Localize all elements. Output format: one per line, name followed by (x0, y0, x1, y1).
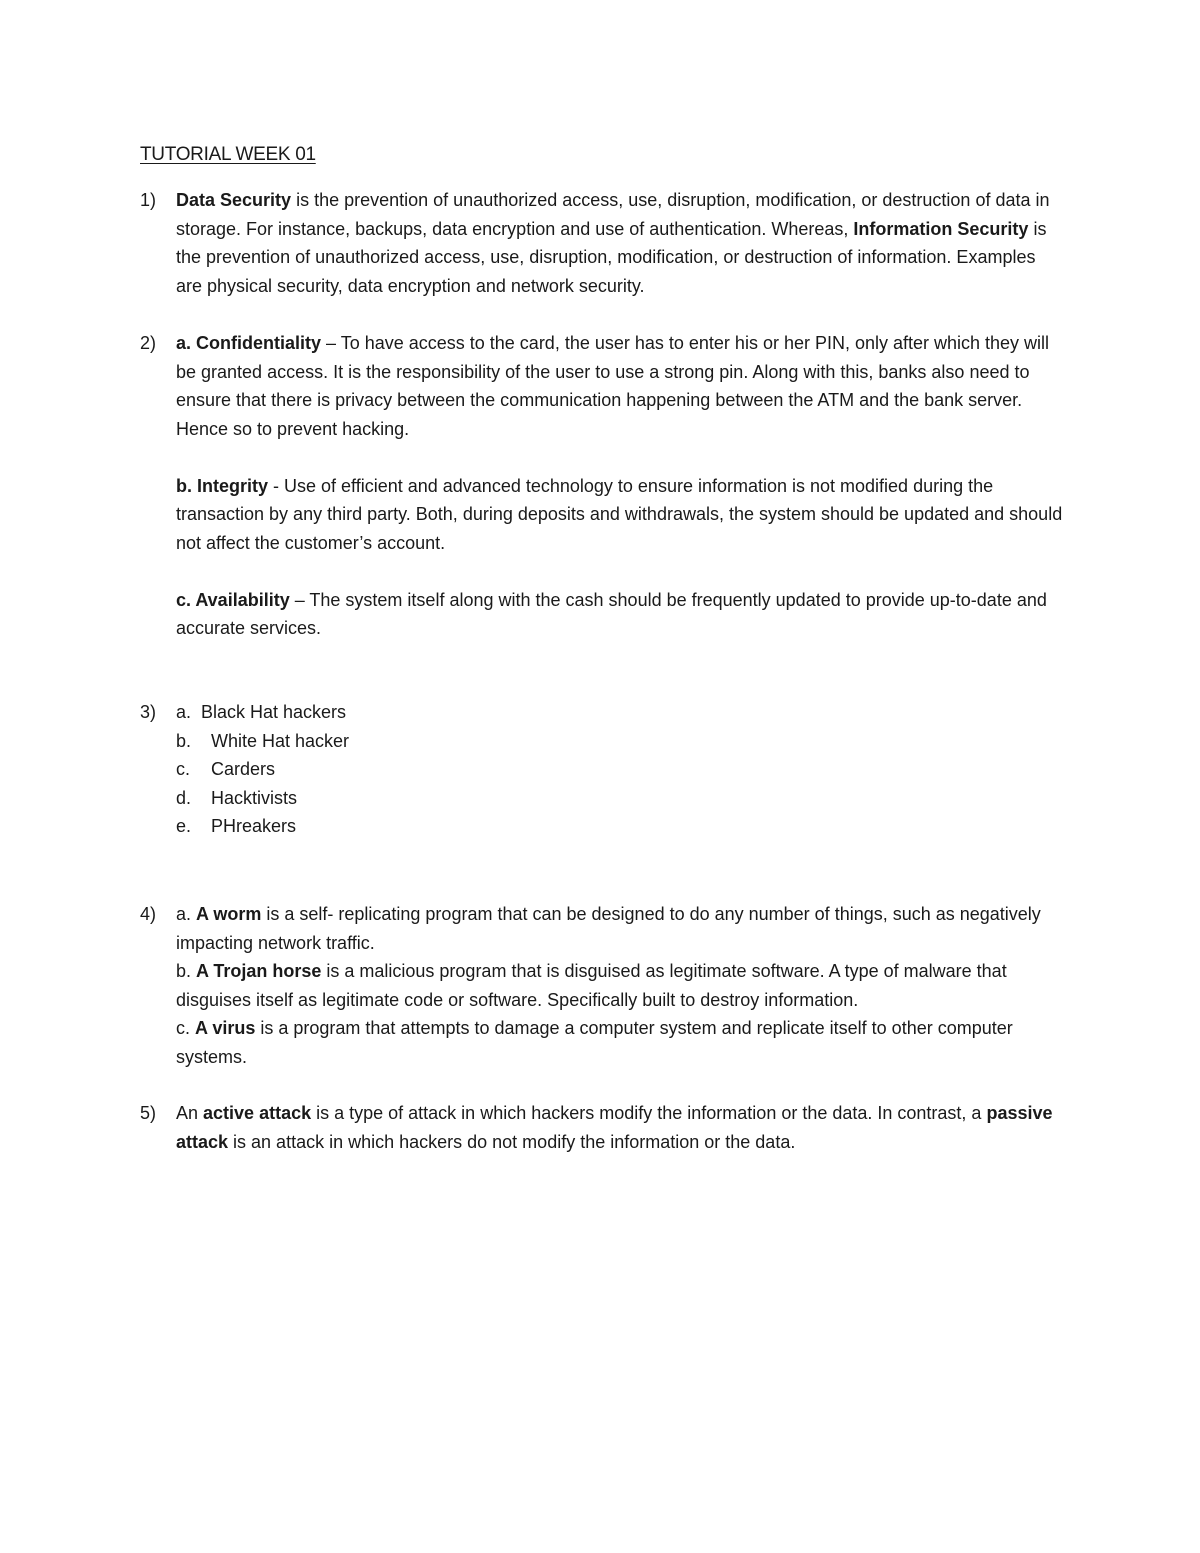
term-worm: A worm (196, 904, 262, 924)
term-passive-attack: passive attack (176, 1103, 1053, 1152)
answer-text (176, 186, 1066, 300)
term-virus: A virus (195, 1018, 256, 1038)
term-active-attack: active attack (203, 1103, 312, 1123)
list-item: d. Hacktivists (176, 787, 298, 808)
answer-text (176, 900, 1066, 1071)
question-number: 5) (140, 1103, 157, 1123)
term-data-security: Data Security (176, 190, 292, 210)
term-confidentiality: a. Confidentiality (176, 333, 322, 353)
answer-part-c: c. Availability – The system itself along with the cash should be frequently updated to provide up-to-date and accurate services. (176, 589, 1047, 638)
question-number: 3) (140, 702, 157, 722)
answer-text: An active attack is a type of attack in which hackers modify the information or the data. In contrast, a passive attack is an attack in which hackers do not modify the information or the data. (176, 1103, 1053, 1152)
list-item: b. White Hat hacker (176, 730, 350, 751)
question-number: 1) (140, 190, 157, 210)
question-number: 4) (140, 904, 157, 924)
hacker-types-list (176, 698, 349, 841)
answer-part-b: b. A Trojan horse is a malicious program that is disguised as legitimate software. A type of malware that disguises itself as legitimate code or software. Specifically built to destroy information. (176, 961, 1007, 1010)
answer-part-b: b. Integrity - Use of efficient and advanced technology to ensure information is not modified during the transaction by any third party. Both, during deposits and withdrawals, the system should be updated and should not affect the customer’s account. (176, 475, 1063, 553)
term-availability: c. Availability (176, 589, 290, 610)
page-title: TUTORIAL WEEK 01 (140, 144, 316, 165)
definition-text: is the prevention of unauthorized access, use, disruption, modification, or destruction of information. Examples are physical security, data encryption and network security. (176, 218, 1047, 296)
term-trojan-horse: A Trojan horse (196, 961, 322, 981)
answer-part-a: a. Confidentiality – To have access to the card, the user has to enter his or her PIN, only after which they will be granted access. It is the responsibility of the user to use a strong pin. Along with this, banks also need to ensure that there is privacy between the communication happening between the ATM and the bank server. Hence so to prevent hacking. (176, 333, 1050, 439)
list-item: c. Carders (176, 759, 276, 779)
list-item: a. Black Hat hackers (176, 702, 347, 722)
term-integrity: b. Integrity (176, 475, 269, 496)
answer-part-c: c. A virus is a program that attempts to damage a computer system and replicate itself to other computer systems. (176, 1018, 1013, 1067)
answer-part-a: a. A worm is a self- replicating program that can be designed to do any number of things, such as negatively impacting network traffic. (176, 904, 1041, 953)
list-item: e. PHreakers (176, 816, 297, 836)
answer-text (176, 329, 1066, 643)
question-number: 2) (140, 333, 157, 353)
term-information-security: Information Security (853, 218, 1029, 239)
definition-text: is the prevention of unauthorized access, use, disruption, modification, or destruction of data in storage. For instance, backups, data encryption and use of authentication. Whereas, (176, 190, 1050, 239)
